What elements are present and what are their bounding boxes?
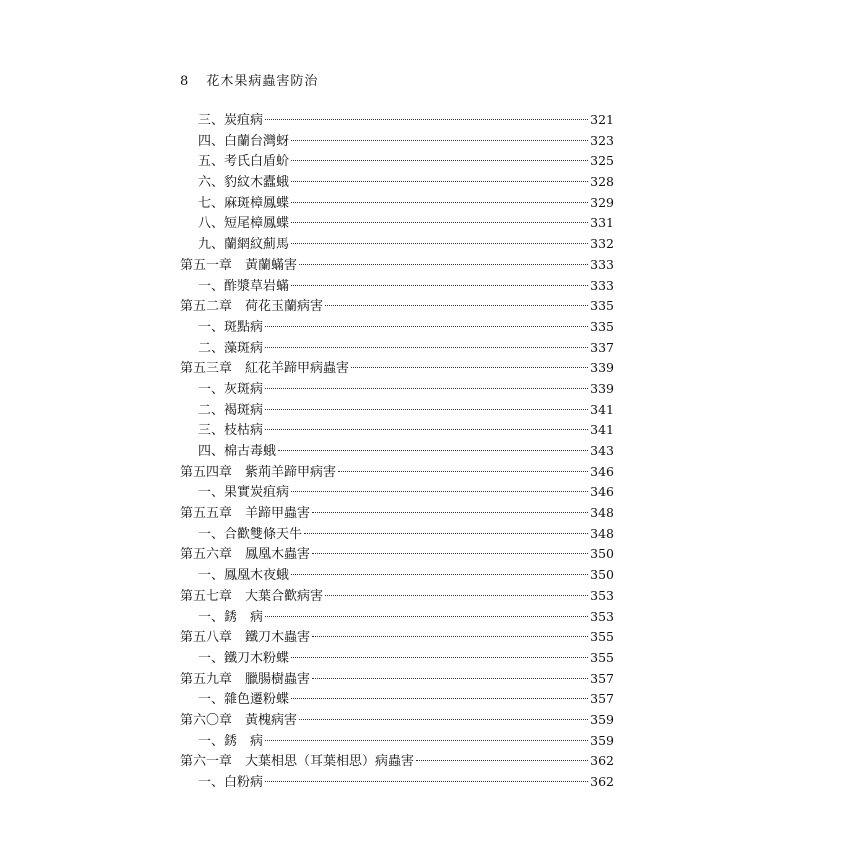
toc-entry-title: 二、藻斑病 <box>198 340 264 356</box>
toc-entry-title: 一、灰斑病 <box>198 381 264 397</box>
dot-leader <box>291 180 588 182</box>
dot-leader <box>304 532 588 534</box>
toc-section-entry <box>180 171 614 192</box>
toc-entry-title: 第五六章 鳳凰木蟲害 <box>180 547 311 563</box>
toc-entry-page: 335 <box>590 298 614 314</box>
toc-entry-title: 三、枝枯病 <box>198 423 264 439</box>
toc-section-entry <box>180 688 614 709</box>
toc-entry-page: 329 <box>590 194 614 210</box>
toc-entry-page: 331 <box>590 215 614 231</box>
toc-entry-title: 第五八章 鐵刀木蟲害 <box>180 630 311 646</box>
toc-entry-page: 355 <box>590 649 614 665</box>
toc-entry-title: 一、果實炭疽病 <box>198 485 290 501</box>
dot-leader <box>265 428 588 430</box>
toc-chapter-entry <box>180 709 614 730</box>
table-of-contents <box>180 109 614 792</box>
toc-chapter-entry <box>180 502 614 523</box>
toc-chapter-entry <box>180 585 614 606</box>
toc-section-entry <box>180 730 614 751</box>
toc-section-entry <box>180 771 614 792</box>
toc-entry-page: 348 <box>590 525 614 541</box>
toc-entry-title: 三、炭疽病 <box>198 113 264 128</box>
toc-chapter-entry <box>180 626 614 647</box>
toc-entry-title: 六、豹紋木蠹蛾 <box>198 175 290 191</box>
toc-section-entry <box>180 523 614 544</box>
toc-entry-page: 339 <box>590 380 614 396</box>
toc-entry-page: 350 <box>590 567 614 583</box>
toc-entry-page: 321 <box>590 112 614 127</box>
toc-entry-title: 第五七章 大葉合歡病害 <box>180 588 324 604</box>
dot-leader <box>325 304 588 306</box>
toc-section-entry <box>180 647 614 668</box>
dot-leader <box>299 263 588 265</box>
page-header <box>180 70 318 89</box>
toc-entry-page: 335 <box>590 318 614 334</box>
toc-entry-title: 第六〇章 黃槐病害 <box>180 712 298 728</box>
toc-entry-title: 第五二章 荷花玉蘭病害 <box>180 299 324 315</box>
book-title: 花木果病蟲害防治 <box>206 74 319 89</box>
toc-section-entry <box>180 109 614 130</box>
dot-leader <box>325 594 588 596</box>
toc-entry-title: 一、銹 病 <box>198 733 264 749</box>
toc-entry-page: 362 <box>590 753 614 769</box>
toc-entry-title: 第五四章 紫荊羊蹄甲病害 <box>180 464 337 480</box>
dot-leader <box>312 552 588 554</box>
dot-leader <box>291 284 588 286</box>
toc-entry-title: 一、白粉病 <box>198 775 264 790</box>
dot-leader <box>265 739 588 741</box>
toc-entry-page: 343 <box>590 443 614 458</box>
toc-section-entry <box>180 316 614 337</box>
dot-leader <box>291 490 588 492</box>
toc-entry-title: 五、考氏白盾蚧 <box>198 154 290 170</box>
toc-entry-page: 362 <box>590 774 614 789</box>
dot-leader <box>265 325 588 327</box>
toc-section-entry <box>180 150 614 171</box>
dot-leader <box>351 366 588 368</box>
toc-entry-title: 九、蘭網紋薊馬 <box>198 237 290 253</box>
toc-entry-page: 353 <box>590 587 614 603</box>
toc-entry-page: 325 <box>590 153 614 169</box>
dot-leader <box>278 449 588 451</box>
dot-leader <box>265 346 588 348</box>
toc-section-entry <box>180 564 614 585</box>
toc-section-entry <box>180 606 614 627</box>
toc-entry-page: 328 <box>590 174 614 190</box>
dot-leader <box>299 718 588 720</box>
toc-entry-title: 四、白蘭台灣蚜 <box>198 133 290 149</box>
toc-chapter-entry <box>180 668 614 689</box>
toc-entry-title: 一、雜色遷粉蝶 <box>198 692 290 708</box>
toc-entry-page: 337 <box>590 339 614 355</box>
dot-leader <box>291 139 588 141</box>
toc-entry-page: 359 <box>590 711 614 727</box>
toc-entry-title: 一、鳳凰木夜蛾 <box>198 568 290 584</box>
toc-entry-page: 346 <box>590 484 614 500</box>
toc-chapter-entry <box>180 295 614 316</box>
toc-section-entry <box>180 378 614 399</box>
dot-leader <box>312 677 588 679</box>
toc-entry-page: 341 <box>590 401 614 417</box>
toc-entry-title: 七、麻斑樟鳳蝶 <box>198 195 290 211</box>
page-number: 8 <box>180 74 190 89</box>
toc-entry-title: 第五九章 臘腸樹蟲害 <box>180 671 311 687</box>
dot-leader <box>265 780 588 782</box>
toc-entry-page: 350 <box>590 546 614 562</box>
toc-section-entry <box>180 275 614 296</box>
toc-entry-title: 一、斑點病 <box>198 319 264 335</box>
toc-section-entry <box>180 481 614 502</box>
toc-entry-title: 四、棉古毒蛾 <box>198 444 277 459</box>
toc-entry-title: 一、酢漿草岩蟎 <box>198 278 290 294</box>
toc-chapter-entry <box>180 254 614 275</box>
dot-leader <box>265 387 588 389</box>
toc-entry-page: 348 <box>590 505 614 521</box>
dot-leader <box>416 759 588 761</box>
toc-entry-page: 353 <box>590 608 614 624</box>
toc-section-entry <box>180 419 614 440</box>
toc-chapter-entry <box>180 357 614 378</box>
dot-leader <box>338 470 588 472</box>
toc-section-entry <box>180 337 614 358</box>
toc-entry-page: 333 <box>590 277 614 293</box>
toc-entry-page: 357 <box>590 691 614 707</box>
dot-leader <box>312 635 588 637</box>
toc-entry-page: 346 <box>590 463 614 479</box>
toc-chapter-entry <box>180 543 614 564</box>
toc-section-entry <box>180 192 614 213</box>
toc-entry-title: 二、褐斑病 <box>198 402 264 418</box>
toc-entry-page: 341 <box>590 422 614 438</box>
toc-entry-page: 357 <box>590 670 614 686</box>
toc-entry-title: 第五三章 紅花羊蹄甲病蟲害 <box>180 361 350 377</box>
toc-entry-page: 323 <box>590 132 614 148</box>
toc-entry-page: 339 <box>590 360 614 376</box>
toc-entry-page: 332 <box>590 236 614 252</box>
toc-section-entry <box>180 130 614 151</box>
toc-entry-page: 359 <box>590 732 614 748</box>
dot-leader <box>291 201 588 203</box>
toc-entry-title: 第五一章 黃蘭蟎害 <box>180 257 298 273</box>
dot-leader <box>291 697 588 699</box>
dot-leader <box>265 118 588 120</box>
toc-chapter-entry <box>180 461 614 482</box>
dot-leader <box>291 573 588 575</box>
toc-chapter-entry <box>180 750 614 771</box>
dot-leader <box>291 159 588 161</box>
dot-leader <box>291 656 588 658</box>
toc-entry-page: 333 <box>590 256 614 272</box>
toc-entry-title: 一、鐵刀木粉蝶 <box>198 650 290 666</box>
dot-leader <box>312 511 588 513</box>
toc-entry-title: 一、合歡雙條天牛 <box>198 526 303 542</box>
toc-entry-page: 355 <box>590 629 614 645</box>
dot-leader <box>265 408 588 410</box>
toc-section-entry <box>180 440 614 461</box>
toc-entry-title: 一、銹 病 <box>198 609 264 625</box>
dot-leader <box>291 221 588 223</box>
dot-leader <box>291 242 588 244</box>
toc-entry-title: 八、短尾樟鳳蝶 <box>198 216 290 232</box>
toc-section-entry <box>180 233 614 254</box>
toc-section-entry <box>180 399 614 420</box>
toc-entry-title: 第五五章 羊蹄甲蟲害 <box>180 506 311 522</box>
toc-entry-title: 第六一章 大葉相思（耳葉相思）病蟲害 <box>180 754 415 770</box>
toc-section-entry <box>180 212 614 233</box>
dot-leader <box>265 615 588 617</box>
